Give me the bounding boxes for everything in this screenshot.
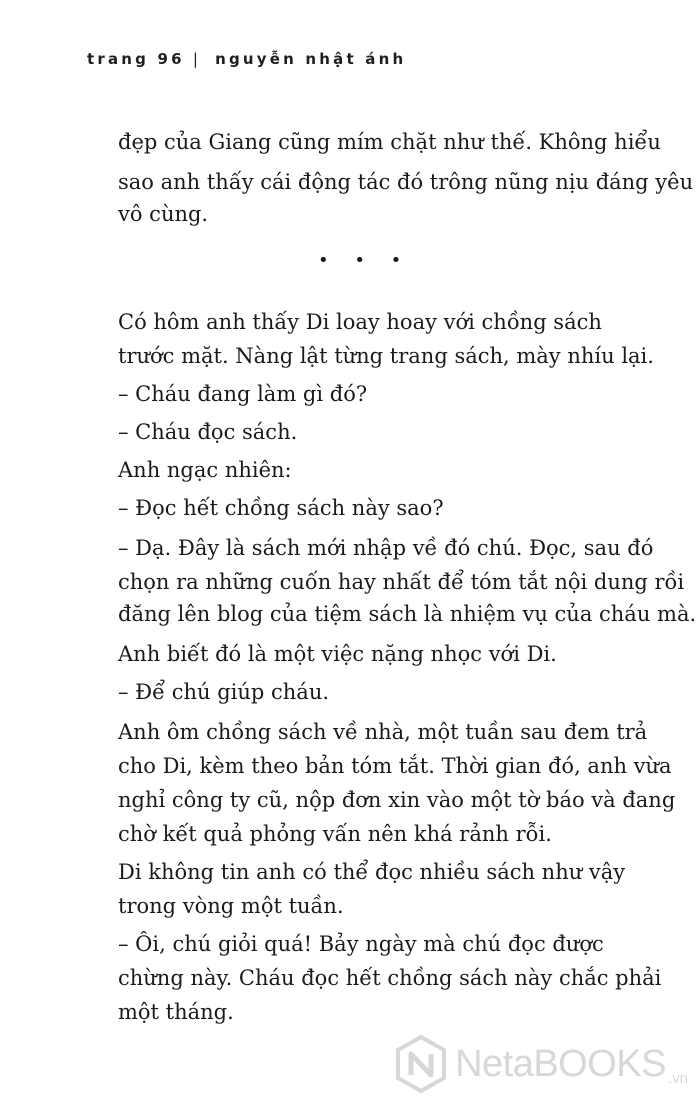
text-line: – Ôi, chú giỏi quá! Bảy ngày mà chú đọc được: [118, 932, 604, 956]
text-line: chừng này. Cháu đọc hết chồng sách này chắc phải: [118, 966, 662, 990]
text-line: – Đọc hết chồng sách này sao?: [118, 496, 444, 520]
text-line: nghỉ công ty cũ, nộp đơn xin vào một tờ báo và đang: [118, 788, 676, 812]
watermark-text: NetaBOOKS: [455, 1042, 666, 1085]
text-line: Có hôm anh thấy Di loay hoay với chồng sách: [118, 310, 602, 334]
text-line: Di không tin anh có thể đọc nhiều sách như vậy: [118, 860, 626, 884]
neta-logo-icon: [395, 1035, 447, 1093]
text-line: – Cháu đọc sách.: [118, 420, 298, 444]
text-line: – Để chú giúp cháu.: [118, 680, 330, 704]
author-name: nguyễn nhật ánh: [215, 50, 407, 68]
text-line: – Dạ. Đây là sách mới nhập về đó chú. Đọc, sau đó: [118, 536, 654, 560]
page-header: [87, 50, 406, 68]
text-line: Anh ôm chồng sách về nhà, một tuần sau đem trả: [118, 720, 648, 744]
watermark-suffix: .vn: [667, 1070, 688, 1087]
text-line: đăng lên blog của tiệm sách là nhiệm vụ của cháu mà.: [118, 602, 697, 626]
text-line: Anh biết đó là một việc nặng nhọc với Di.: [118, 642, 557, 666]
text-line: sao anh thấy cái động tác đó trông nũng nịu đáng yêu: [118, 170, 694, 194]
text-line: trong vòng một tuần.: [118, 894, 344, 918]
watermark: [395, 1035, 688, 1093]
page-number: trang 96: [87, 50, 185, 68]
text-line: chờ kết quả phỏng vấn nên khá rảnh rỗi.: [118, 822, 552, 846]
text-line: vô cùng.: [118, 202, 209, 226]
text-line: trước mặt. Nàng lật từng trang sách, mày nhíu lại.: [118, 344, 654, 368]
text-line: chọn ra những cuốn hay nhất để tóm tắt nội dung rồi: [118, 570, 685, 594]
text-line: đẹp của Giang cũng mím chặt như thế. Không hiểu: [118, 130, 661, 154]
text-line: Anh ngạc nhiên:: [118, 458, 292, 482]
text-line: cho Di, kèm theo bản tóm tắt. Thời gian đó, anh vừa: [118, 754, 672, 778]
text-line: – Cháu đang làm gì đó?: [118, 382, 368, 406]
text-line: một tháng.: [118, 1000, 234, 1024]
section-break: • • •: [318, 250, 412, 271]
header-separator: |: [192, 50, 202, 68]
